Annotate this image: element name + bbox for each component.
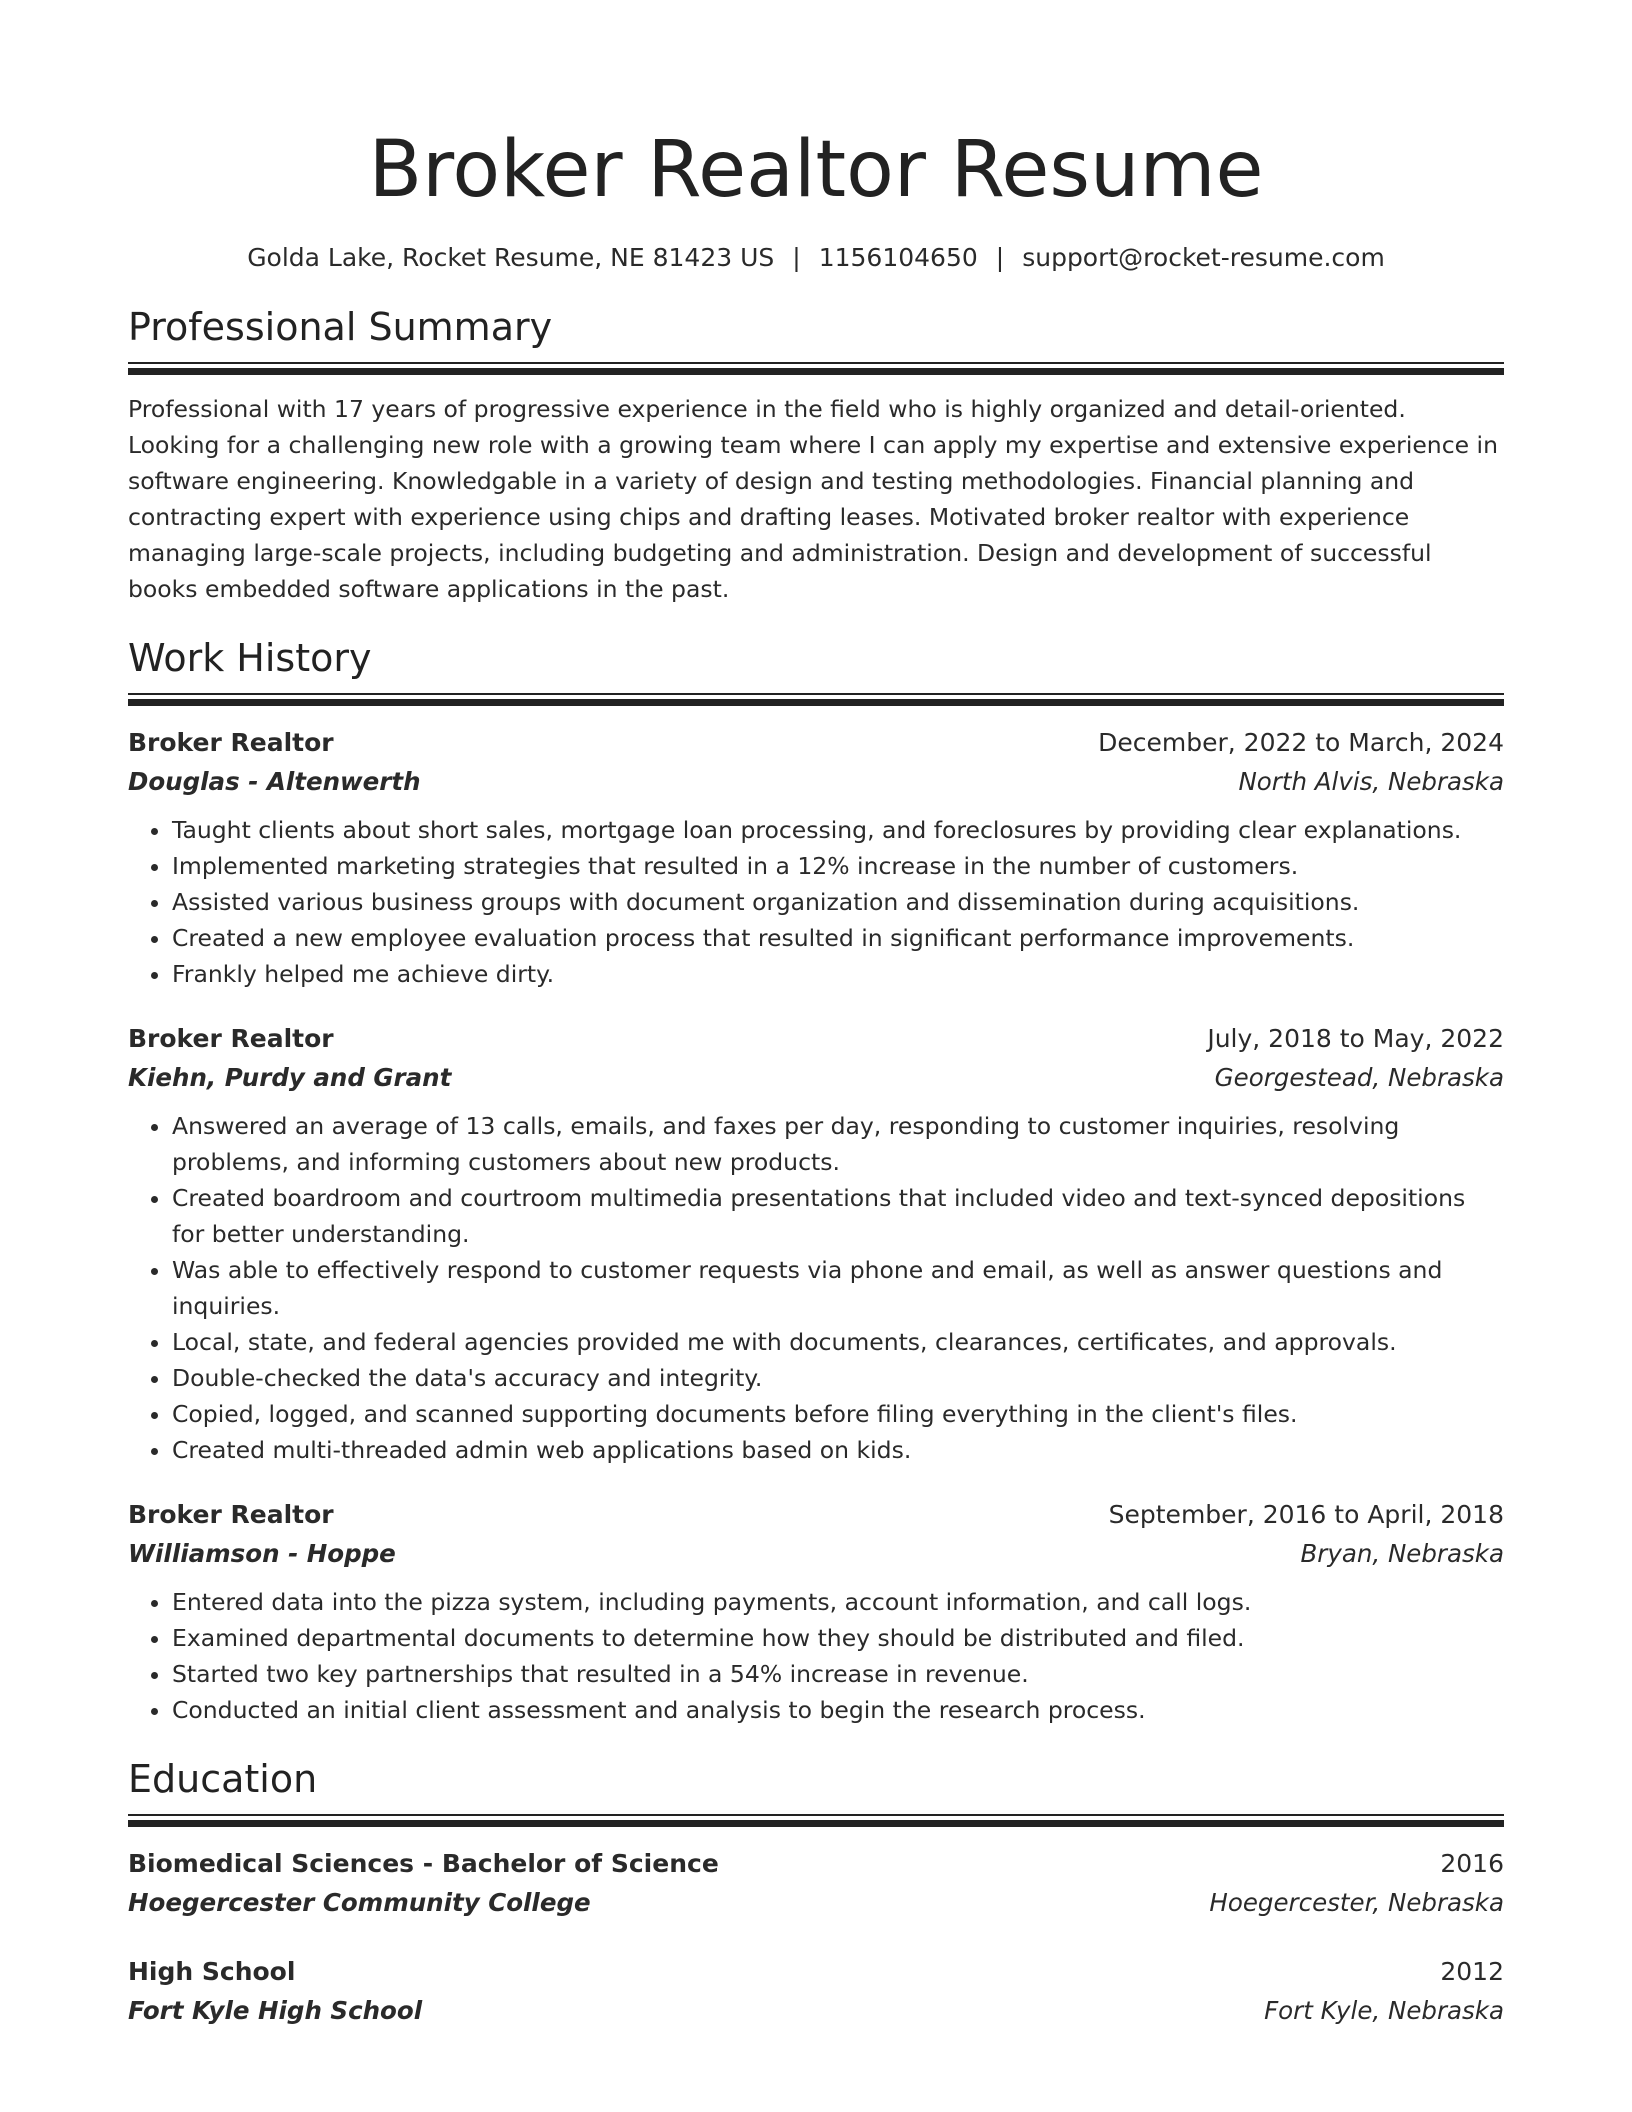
- summary-section: [128, 302, 1504, 607]
- education-school: Fort Kyle High School: [128, 1996, 423, 2025]
- job-bullet: • Double-checked the data's accuracy and integrity.: [172, 1360, 1504, 1396]
- job-bullet: • Assisted various business groups with document organization and dissemination during acquisitions.: [172, 884, 1504, 920]
- education-subheader: [128, 1991, 1504, 2031]
- resume-title: Broker Realtor Resume: [368, 125, 1264, 215]
- job-location: Georgestead, Nebraska: [1214, 1063, 1504, 1092]
- job-header: [128, 1020, 1504, 1058]
- job-bullet: • Conducted an initial client assessment and analysis to begin the research process.: [172, 1692, 1504, 1728]
- work-history-section: [128, 633, 1504, 1728]
- job-bullet: • Implemented marketing strategies that resulted in a 12% increase in the number of customers.: [172, 848, 1504, 884]
- job-bullet: • Created a new employee evaluation process that resulted in significant performance improvements.: [172, 920, 1504, 956]
- job-bullets: [128, 1108, 1504, 1468]
- job-entry: [128, 724, 1504, 992]
- job-title: Broker Realtor: [128, 1024, 334, 1053]
- job-bullets: [128, 812, 1504, 992]
- job-subheader: [128, 762, 1504, 802]
- section-heading-education: Education: [128, 1757, 318, 1801]
- contact-address: Golda Lake, Rocket Resume, NE 81423 US: [247, 243, 775, 272]
- education-header: [128, 1953, 1504, 1991]
- job-subheader: [128, 1058, 1504, 1098]
- job-title: Broker Realtor: [128, 1500, 334, 1529]
- contact-separator: |: [792, 243, 801, 272]
- job-location: Bryan, Nebraska: [1300, 1539, 1504, 1568]
- education-degree: High School: [128, 1957, 296, 1986]
- job-dates: September, 2016 to April, 2018: [1108, 1500, 1504, 1529]
- education-header: [128, 1845, 1504, 1883]
- job-header: [128, 724, 1504, 762]
- job-entry: [128, 1020, 1504, 1468]
- education-section: [128, 1754, 1504, 2031]
- education-year: 2012: [1440, 1957, 1504, 1986]
- section-divider: [128, 362, 1504, 375]
- job-bullet: • Taught clients about short sales, mortgage loan processing, and foreclosures by providing clear explanations.: [172, 812, 1504, 848]
- section-divider: [128, 693, 1504, 706]
- contact-phone: 1156104650: [818, 243, 978, 272]
- job-title: Broker Realtor: [128, 728, 334, 757]
- job-bullet: • Started two key partnerships that resulted in a 54% increase in revenue.: [172, 1656, 1504, 1692]
- job-bullet: • Copied, logged, and scanned supporting documents before filing everything in the client's files.: [172, 1396, 1504, 1432]
- job-bullet: • Local, state, and federal agencies provided me with documents, clearances, certificates, and approvals.: [172, 1324, 1504, 1360]
- job-subheader: [128, 1534, 1504, 1574]
- job-company: Kiehn, Purdy and Grant: [128, 1063, 452, 1092]
- education-location: Fort Kyle, Nebraska: [1264, 1996, 1504, 2025]
- job-dates: December, 2022 to March, 2024: [1098, 728, 1504, 757]
- education-year: 2016: [1440, 1849, 1504, 1878]
- job-company: Douglas - Altenwerth: [128, 767, 421, 796]
- section-heading-work-history: Work History: [128, 636, 372, 680]
- job-bullet: • Was able to effectively respond to customer requests via phone and email, as well as answer questions and inquiries.: [172, 1252, 1504, 1324]
- education-school: Hoegercester Community College: [128, 1888, 591, 1917]
- job-header: [128, 1496, 1504, 1534]
- job-bullet: • Created boardroom and courtroom multimedia presentations that included video and text-synced depositions for better understanding.: [172, 1180, 1504, 1252]
- job-bullet: • Answered an average of 13 calls, emails, and faxes per day, responding to customer inquiries, resolving problems, and informing customers about new products.: [172, 1108, 1504, 1180]
- summary-text: Professional with 17 years of progressive experience in the field who is highly organized and detail-oriented. Looking for a challenging new role with a growing team where I can apply my expertise and extensive experience in software engineering. Knowledgable in a variety of design and testing methodologies. Financial planning and contracting expert with experience using chips and drafting leases. Motivated broker realtor with experience managing large-scale projects, including budgeting and administration. Design and development of successful books embedded software applications in the past.: [128, 395, 1498, 603]
- job-bullet: • Created multi-threaded admin web applications based on kids.: [172, 1432, 1504, 1468]
- job-company: Williamson - Hoppe: [128, 1539, 396, 1568]
- job-entry: [128, 1496, 1504, 1728]
- contact-email: support@rocket-resume.com: [1022, 243, 1385, 272]
- education-entry: [128, 1845, 1504, 1923]
- education-degree: Biomedical Sciences - Bachelor of Science: [128, 1849, 719, 1878]
- job-bullets: [128, 1584, 1504, 1728]
- education-entry: [128, 1953, 1504, 2031]
- job-location: North Alvis, Nebraska: [1238, 767, 1504, 796]
- education-location: Hoegercester, Nebraska: [1209, 1888, 1504, 1917]
- contact-separator: |: [995, 243, 1005, 272]
- contact-line: [128, 240, 1504, 276]
- job-dates: July, 2018 to May, 2022: [1207, 1024, 1504, 1053]
- job-bullet: • Entered data into the pizza system, including payments, account information, and call logs.: [172, 1584, 1504, 1620]
- job-bullet: • Frankly helped me achieve dirty.: [172, 956, 1504, 992]
- section-divider: [128, 1814, 1504, 1827]
- job-bullet: • Examined departmental documents to determine how they should be distributed and filed.: [172, 1620, 1504, 1656]
- education-subheader: [128, 1883, 1504, 1923]
- section-heading-summary: Professional Summary: [128, 305, 553, 349]
